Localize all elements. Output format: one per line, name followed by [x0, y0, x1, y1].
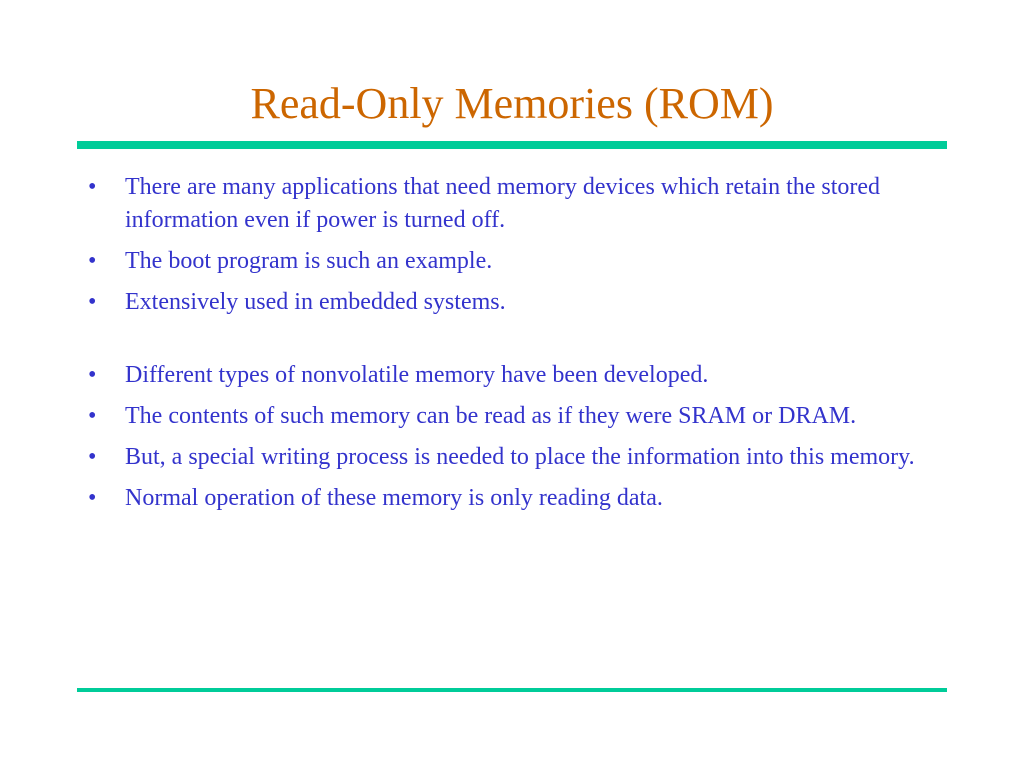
bullet-text: But, a special writing process is needed to place the information into this memory.: [125, 444, 915, 470]
bullet-icon: •: [88, 174, 97, 200]
bullet-item: [88, 482, 928, 515]
bullet-icon: •: [88, 362, 97, 388]
bullet-icon: •: [88, 248, 97, 274]
bullet-text: There are many applications that need memory devices which retain the stored information even if power is turned off.: [125, 174, 881, 233]
bullet-icon: •: [88, 289, 97, 315]
bullet-text: Extensively used in embedded systems.: [125, 289, 506, 315]
bullet-text: Different types of nonvolatile memory have been developed.: [125, 362, 709, 388]
bullet-list: [88, 171, 928, 523]
bottom-divider: [77, 688, 947, 692]
bullet-item: [88, 400, 928, 433]
bullet-item: [88, 441, 928, 474]
bullet-item: [88, 171, 928, 237]
bullet-text: Normal operation of these memory is only reading data.: [125, 485, 663, 511]
bullet-item: [88, 359, 928, 392]
bullet-item: [88, 245, 928, 278]
bullet-text: The boot program is such an example.: [125, 248, 493, 274]
bullet-text: The contents of such memory can be read as if they were SRAM or DRAM.: [125, 403, 857, 429]
bullet-icon: •: [88, 485, 97, 511]
bullet-icon: •: [88, 403, 97, 429]
top-divider: [77, 141, 947, 149]
slide-title: Read-Only Memories (ROM): [250, 79, 774, 128]
bullet-item: [88, 286, 928, 319]
bullet-icon: •: [88, 444, 97, 470]
